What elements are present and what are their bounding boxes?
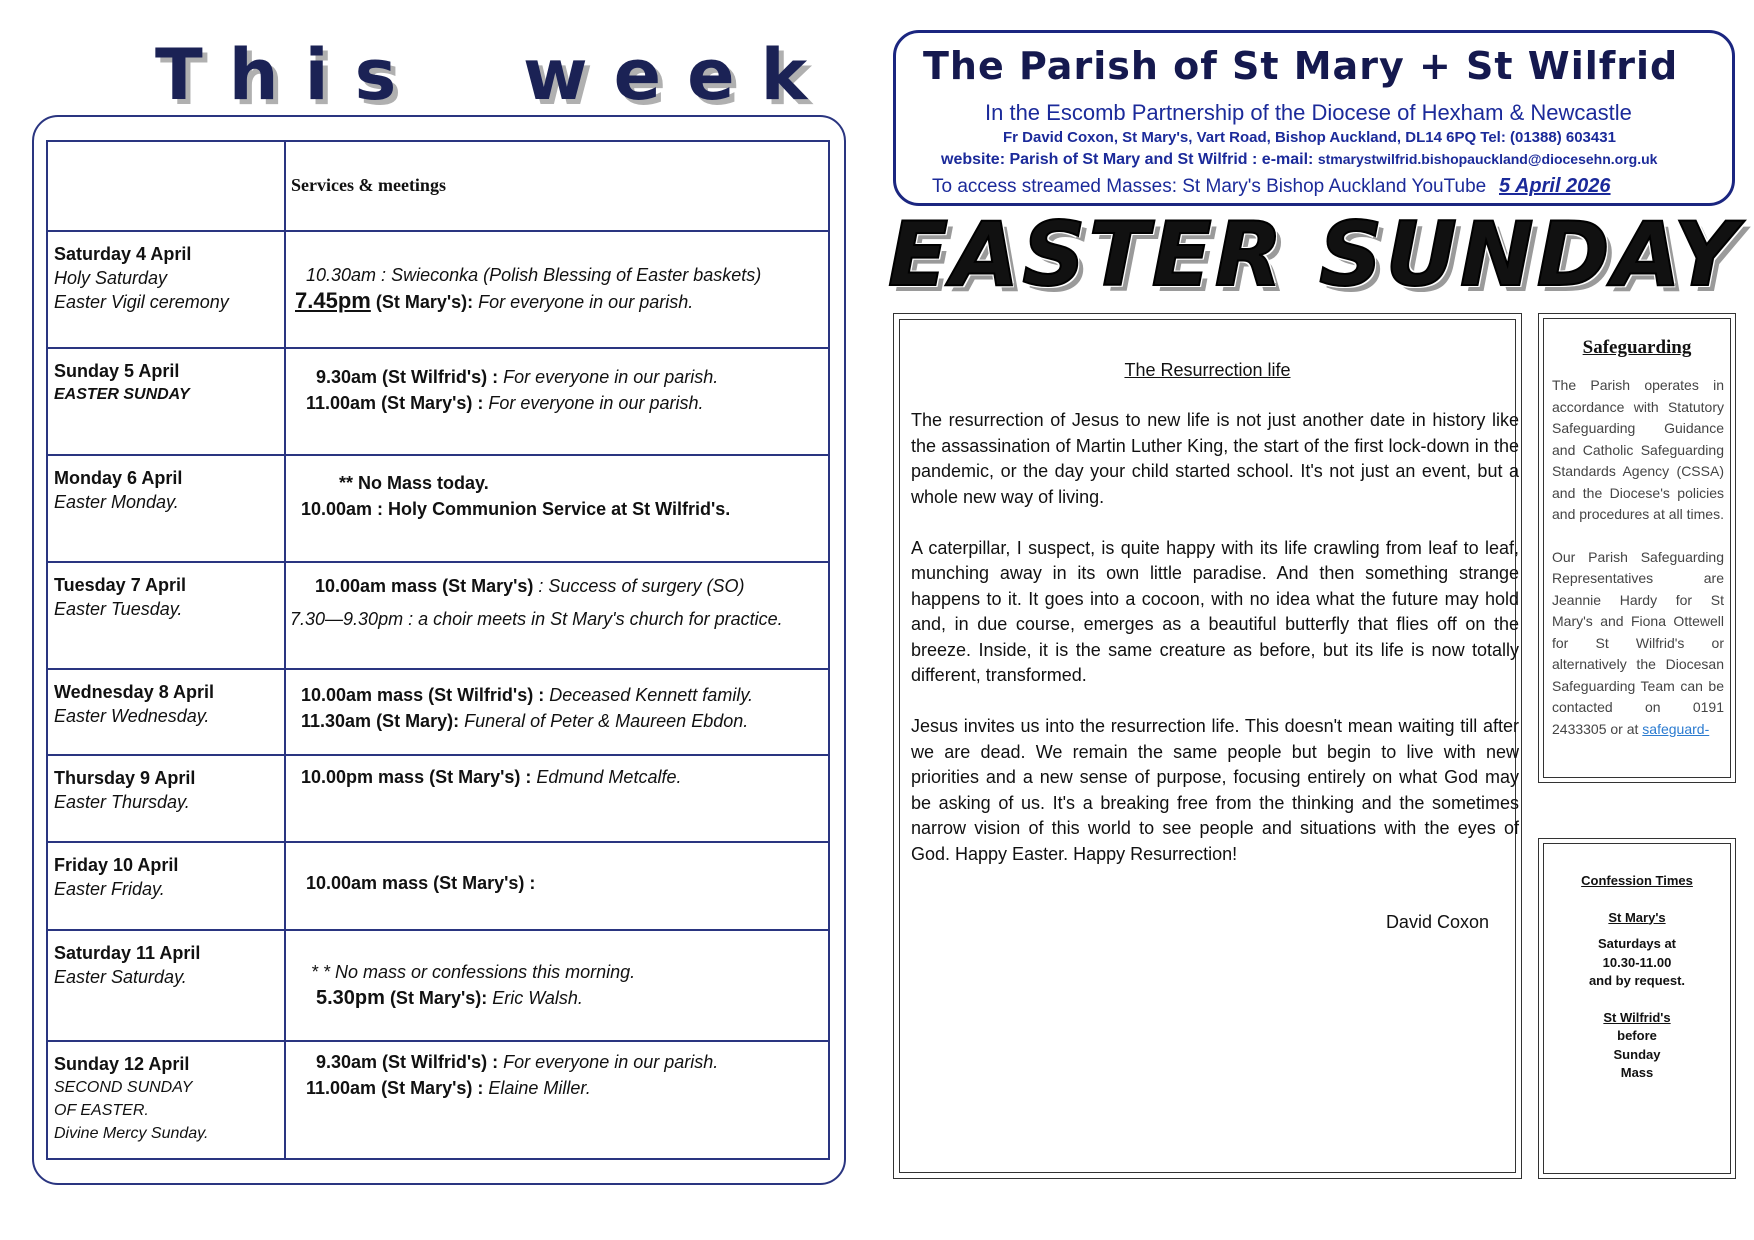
website-label: website: Parish of St Mary and St Wilfrid : e-mail: — [941, 151, 1318, 168]
service-line — [306, 262, 828, 288]
service-line: 10.00am : Holy Communion Service at St Wilfrid's. — [301, 499, 731, 519]
day-label: Sunday 5 April — [54, 361, 180, 381]
service-time: 10.00am mass (St Wilfrid's) : — [301, 685, 550, 705]
day-cell — [47, 562, 285, 669]
service-line: * * No mass or confessions this morning. — [311, 962, 636, 982]
day-sub-label: Holy Saturday — [54, 268, 168, 288]
this-week-heading: This week — [155, 34, 834, 116]
service-text: For everyone in our parish. — [503, 367, 719, 387]
service-line: 10.00am mass (St Mary's) : — [306, 873, 536, 893]
day-sub-label: Easter Thursday. — [54, 792, 190, 812]
header-empty-cell — [47, 141, 285, 231]
service-time: 10.00pm mass (St Mary's) : — [301, 767, 537, 787]
stream-info: To access streamed Masses: St Mary's Bishop Auckland YouTube — [932, 176, 1487, 197]
table-row — [47, 455, 829, 562]
article-box — [893, 313, 1522, 1179]
service-cell — [285, 562, 829, 669]
service-time: 9.30am (St Wilfrid's) : — [316, 1052, 504, 1072]
safeguarding-title: Safeguarding — [1582, 337, 1692, 358]
service-text: Eric Walsh. — [492, 988, 583, 1008]
table-row — [47, 930, 829, 1041]
service-line — [301, 764, 828, 790]
safeguarding-inner-frame — [1543, 318, 1731, 778]
service-cell — [285, 930, 829, 1041]
service-line — [301, 708, 828, 734]
day-cell — [47, 348, 285, 455]
day-sub-label: Easter Wednesday. — [54, 706, 210, 726]
day-sub-label: Easter Friday. — [54, 879, 165, 899]
article-body — [911, 408, 1519, 893]
parish-address: Fr David Coxon, St Mary's, Vart Road, Bishop Auckland, DL14 6PQ Tel: (01388) 603431 — [1003, 129, 1616, 146]
service-text: For everyone in our parish. — [488, 393, 704, 413]
day-sub-label: Divine Mercy Sunday. — [54, 1125, 209, 1142]
service-line — [315, 573, 828, 599]
table-row — [47, 669, 829, 755]
day-sub-label: Easter Vigil ceremony — [54, 292, 229, 312]
article-signature: David Coxon — [1385, 912, 1489, 932]
confession-detail: Saturdays at — [1597, 936, 1677, 951]
parish-website-line — [941, 151, 1657, 169]
service-cell — [285, 755, 829, 842]
service-text: Swieconka (Polish Blessing of Easter baskets) — [391, 265, 762, 285]
service-line — [316, 985, 828, 1011]
day-sub-label: Easter Saturday. — [54, 967, 187, 987]
schedule-table — [46, 140, 830, 1160]
table-header-row — [47, 141, 829, 231]
day-sub-label: SECOND SUNDAY — [54, 1079, 193, 1096]
service-text: Edmund Metcalfe. — [536, 767, 682, 787]
safeguarding-paragraph: The Parish operates in accordance with Statutory Safeguarding Guidance and Catholic Safeguarding Standards Agency (CSSA) and the Diocese's policies and procedures at all times. — [1552, 377, 1724, 522]
confession-detail: before — [1617, 1028, 1657, 1043]
easter-sunday-banner: EASTER SUNDAY — [888, 203, 1741, 306]
confession-title: Confession Times — [1581, 873, 1693, 888]
service-cell — [285, 1041, 829, 1159]
service-time: 11.00am (St Mary's) : — [306, 393, 489, 413]
service-line — [295, 288, 828, 315]
service-text: For everyone in our parish. — [503, 1052, 719, 1072]
service-line — [316, 1049, 828, 1075]
article-paragraph: A caterpillar, I suspect, is quite happy with its life crawling from leaf to leaf, munching away in its own little paradise. And then something strange happens to it. It goes into a cocoon, with no idea what the future may hold and, in due course, emerges as a beautiful butterfly that flies off on the breeze. Inside, it is the same creature as before, but its life is now totally different, transformed. — [911, 537, 1519, 685]
safeguarding-paragraph — [1552, 547, 1724, 741]
day-cell — [47, 669, 285, 755]
day-label: Sunday 12 April — [54, 1054, 190, 1074]
day-cell — [47, 842, 285, 930]
services-meetings-header: Services & meetings — [285, 141, 829, 231]
service-cell — [285, 669, 829, 755]
service-line — [306, 390, 828, 416]
service-location: (St Mary's): — [370, 292, 479, 312]
service-time: 11.00am (St Mary's) : — [306, 1078, 489, 1098]
day-cell — [47, 231, 285, 348]
table-row — [47, 231, 829, 348]
day-label: Saturday 4 April — [54, 244, 192, 264]
confession-church-st-wilfrids: St Wilfrid's — [1603, 1009, 1671, 1025]
table-row — [47, 1041, 829, 1159]
service-text: Funeral of Peter & Maureen Ebdon. — [464, 711, 749, 731]
article-paragraph: The resurrection of Jesus to new life is not just another date in history like the assassination of Martin Luther King, the start of the first lock-down in the pandemic, or the day your child started school. It's not just an event, but a whole new way of living. — [911, 410, 1519, 507]
service-time: 11.30am (St Mary): — [301, 711, 465, 731]
service-cell — [285, 348, 829, 455]
safeguarding-box — [1538, 313, 1736, 783]
parish-title: The Parish of St Mary + St Wilfrid — [923, 44, 1679, 88]
service-time: 10.30am : — [306, 265, 392, 285]
article-inner-frame — [899, 319, 1519, 1173]
service-text: For everyone in our parish. — [478, 292, 694, 312]
confession-times-box — [1538, 838, 1736, 1179]
service-location: (St Mary's): — [384, 988, 493, 1008]
service-line: 7.30—9.30pm : a choir meets in St Mary's church for practice. — [290, 609, 783, 629]
day-cell — [47, 1041, 285, 1159]
bulletin-date: 5 April 2026 — [1499, 175, 1611, 197]
confession-detail: and by request. — [1588, 973, 1686, 988]
confession-inner-frame — [1543, 843, 1731, 1174]
service-time: 9.30am (St Wilfrid's) : — [316, 367, 504, 387]
table-row — [47, 562, 829, 669]
day-cell — [47, 455, 285, 562]
service-line — [316, 364, 828, 390]
confession-content — [1544, 872, 1730, 1083]
day-sub-label: Easter Monday. — [54, 492, 179, 512]
day-label: Saturday 11 April — [54, 943, 201, 963]
service-time: 5.30pm — [316, 987, 385, 1009]
day-cell — [47, 930, 285, 1041]
safeguarding-contact-text: Our Parish Safeguarding Representatives are Jeannie Hardy for St Mary's and Fiona Ottewell for St Wilfrid's or alternatively the Diocesan Safeguarding Team can be contacted on 0191 2433305 or at — [1552, 548, 1724, 737]
service-cell — [285, 455, 829, 562]
day-sub-label: EASTER SUNDAY — [54, 386, 190, 403]
service-time: 7.45pm — [295, 288, 371, 313]
table-row — [47, 842, 829, 930]
day-cell — [47, 755, 285, 842]
day-label: Wednesday 8 April — [54, 682, 215, 702]
service-line — [301, 682, 828, 708]
confession-church-st-marys: St Mary's — [1608, 909, 1666, 925]
table-row — [47, 755, 829, 842]
service-text: Elaine Miller. — [488, 1078, 591, 1098]
article-title: The Resurrection life — [1124, 360, 1291, 380]
service-line: ** No Mass today. — [339, 473, 489, 493]
email-link[interactable]: stmarystwilfrid.bishopauckland@diocesehn.org.uk — [1317, 151, 1658, 167]
day-label: Monday 6 April — [54, 468, 183, 488]
confession-detail: 10.30-11.00 — [1602, 954, 1672, 970]
article-paragraph: Jesus invites us into the resurrection life. This doesn't mean waiting till after we are dead. We remain the same people but begin to live with new priorities and a new sense of purpose, focusing entirely on what God may be asking of us. It's a breaking free from the thinking and the sometimes narrow vision of this world to see people and situations with the eyes of God. Happy Easter. Happy Resurrection! — [911, 716, 1519, 864]
day-label: Thursday 9 April — [54, 768, 196, 788]
day-sub-label: OF EASTER. — [54, 1102, 149, 1119]
table-row — [47, 348, 829, 455]
confession-detail: Mass — [1620, 1065, 1654, 1080]
service-time: 10.00am mass (St Mary's) — [315, 576, 534, 596]
service-text: Deceased Kennett family. — [549, 685, 753, 705]
day-sub-label: Easter Tuesday. — [54, 599, 183, 619]
service-text: : Success of surgery (SO) — [533, 576, 745, 596]
service-line — [306, 1075, 828, 1101]
parish-subtitle: In the Escomb Partnership of the Diocese of Hexham & Newcastle — [985, 100, 1632, 125]
day-label: Tuesday 7 April — [54, 575, 187, 595]
safeguarding-body — [1552, 375, 1724, 761]
day-label: Friday 10 April — [54, 855, 179, 875]
service-cell — [285, 231, 829, 348]
confession-detail: Sunday — [1613, 1046, 1661, 1062]
service-cell — [285, 842, 829, 930]
safeguarding-link[interactable]: safeguard- — [1642, 720, 1710, 737]
